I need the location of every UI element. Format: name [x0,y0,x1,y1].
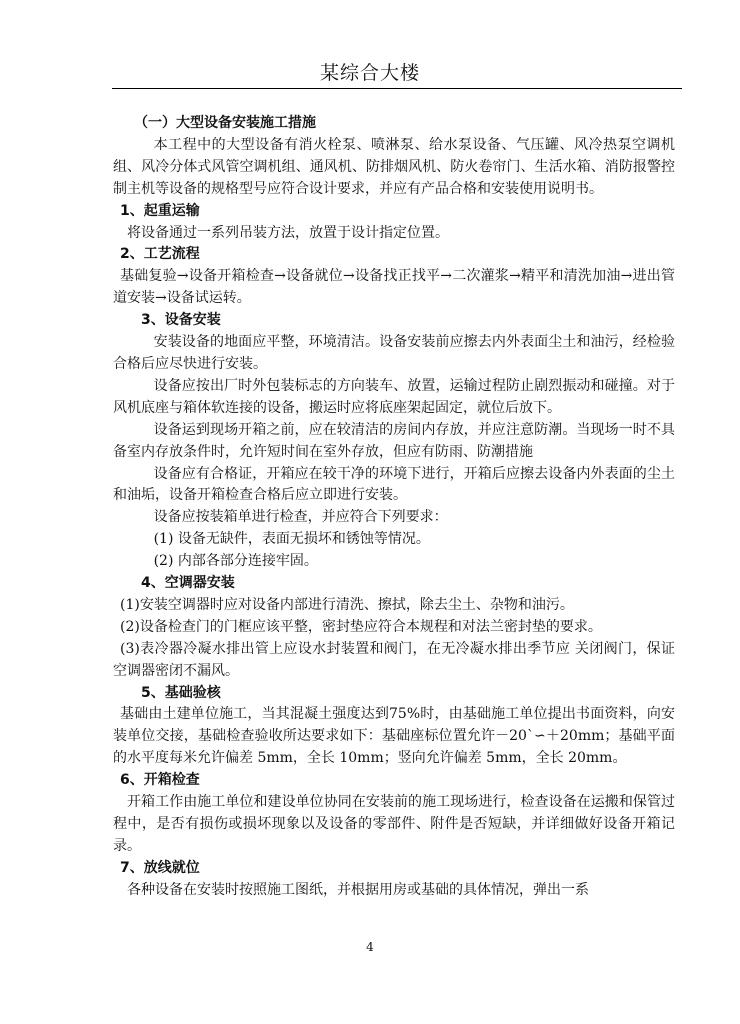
page-number: 4 [366,940,374,954]
header-divider [112,88,682,89]
body-paragraph: 安装设备的地面应平整，环境清洁。设备安装前应擦去内外表面尘土和油污，经检验合格后应尽快进行安装。 [113,334,675,372]
body-paragraph: 设备应有合格证，开箱应在较干净的环境下进行，开箱后应擦去设备内外表面的尘土和油垢，设备开箱检查合格后应立即进行安装。 [113,465,675,504]
section-heading: 4、空调器安装 [141,575,235,592]
body-paragraph: (2) 内部各部分连接牢固。 [153,553,318,570]
body-paragraph: (3)表冷器冷凝水排出管上应设水封装置和阀门，在无冷凝水排出季节应 关闭阀门，保证空调器密闭不漏风。 [113,640,675,679]
body-paragraph: (2)设备检查门的门框应该平整，密封垫应符合本规程和对法兰密封垫的要求。 [120,618,602,635]
body-paragraph: (1) 设备无缺件，表面无损坏和锈蚀等情况。 [153,531,430,548]
body-paragraph: 基础复验→设备开箱检查→设备就位→设备找正找平→二次灌浆→精平和清洗加油→进出管道安装→设备试运转。 [113,268,675,307]
body-paragraph: 本工程中的大型设备有消火栓泵、喷淋泵、给水泵设备、气压罐、风冷热泵空调机组、风冷分体式风管空调机组、通风机、防排烟风机、防火卷帘门、生活水箱、消防报警控制主机等设备的规格型号应符合设计要求，并应有产品合格和安装使用说明书。 [113,136,675,197]
body-paragraph: 基础由土建单位施工，当其混凝土强度达到75%时，由基础施工单位提出书面资料，向安装单位交接，基础检查验收所达要求如下：基础座标位置允许－20`∽＋20mm；基础平面的水平度每米允许偏差 5mm，全长 10mm；竖向允许偏差 5mm，全长 20mm。 [113,706,675,767]
section-heading: （一）大型设备安装施工措施 [134,115,316,131]
section-heading: 6、开箱检查 [120,772,200,789]
body-paragraph: 设备应按装箱单进行检查，并应符合下列要求： [153,509,448,526]
body-paragraph: 将设备通过一系列吊装方法，放置于设计指定位置。 [127,224,449,241]
section-heading: 5、基础验核 [141,684,221,701]
section-heading: 1、起重运输 [120,202,200,219]
body-paragraph: 设备运到现场开箱之前，应在较清洁的房间内存放，并应注意防潮。当现场一时不具备室内存放条件时，允许短时间在室外存放，但应有防雨、防潮措施 [113,421,675,460]
section-heading: 2、工艺流程 [120,246,200,263]
body-paragraph: 设备应按出厂时外包装标志的方向装车、放置，运输过程防止剧烈振动和碰撞。对于风机底座与箱体软连接的设备，搬运时应将底座架起固定，就位后放下。 [113,377,675,416]
document-body [113,113,675,902]
body-paragraph: (1)安装空调器时应对设备内部进行清洗、擦拭，除去尘土、杂物和油污。 [120,596,574,613]
body-paragraph: 开箱工作由施工单位和建设单位协同在安装前的施工现场进行，检查设备在运搬和保管过程中，是否有损伤或损坏现象以及设备的零部件、附件是否短缺，并详细做好设备开箱记录。 [113,794,675,854]
section-heading: 7、放线就位 [120,859,200,876]
section-heading: 3、设备安装 [141,312,221,329]
page-header-title: 某综合大楼 [319,62,420,84]
body-paragraph: 各种设备在安装时按照施工图纸，并根据用房或基础的具体情况，弹出一系 [127,881,589,898]
